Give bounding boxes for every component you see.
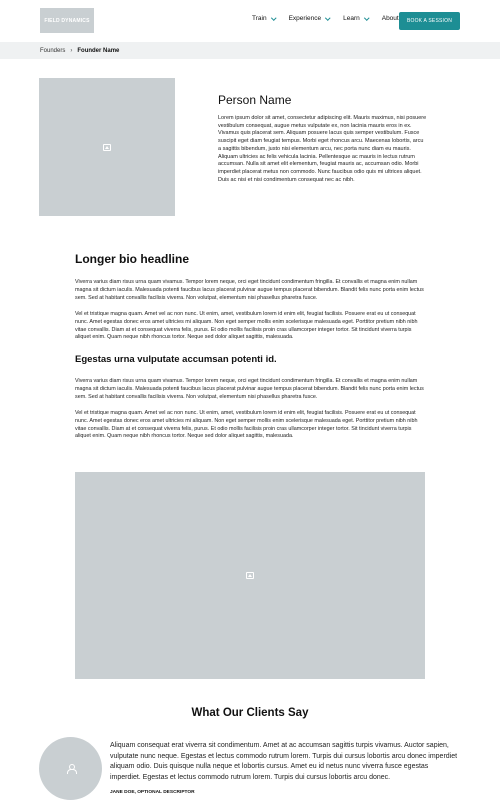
logo[interactable]: FIELD DYNAMICS (40, 8, 94, 33)
image-icon (103, 144, 111, 151)
chevron-down-icon (364, 16, 369, 21)
avatar (39, 737, 102, 800)
feature-image (75, 472, 425, 679)
nav-item-learn[interactable] (343, 15, 369, 22)
person-icon (66, 764, 75, 774)
testimonial-quote: Aliquam consequat erat viverra sit condimentum. Amet at ac accumsan sagittis turpis vivamus. Auctor sapien, vulputate nunc neque. Egestas et lectus commodo rutrum lorem. Turpis dui cursus lobortis arcu donec imperdiet aliquam odio. Duis quisque nulla neque et lobortis cursus. Amet eu id netus nunc viverra fusce egestas imperdiet. Egestas et lectus commodo rutrum lorem. Turpis dui cursus lobortis arcu donec. (110, 742, 458, 781)
breadcrumb-link-founders[interactable]: Founders (40, 47, 66, 54)
main-nav (252, 15, 412, 22)
breadcrumb (0, 42, 500, 59)
chevron-down-icon (325, 16, 330, 21)
book-session-button[interactable]: BOOK A SESSION (399, 12, 460, 30)
bio-paragraph: Vel et tristique magna quam. Amet vel ac non nunc. Ut enim, amet, vestibulum lorem id enim elit, feugiat facilisis. Posuere erat eu ut consequat nunc. Amet egestas donec eros amet ultricies mi aliquam. Non eget semper mollis enim scelerisque malesuada eget. Porttitor pretium nibh nibh vitae convallis. Diam at et consequat viverra felis, purus. Et odio mollis facilisis proin cras ullamcorper integer tortor. Sit tincidunt viverra turpis aliquet enim. Quam neque nibh rhoncus tortor. Neque sed dolor aliquet sagittis, malesuada. (75, 311, 418, 341)
bio-paragraph: Vel et tristique magna quam. Amet vel ac non nunc. Ut enim, amet, vestibulum lorem id enim elit, feugiat facilisis. Posuere erat eu ut consequat nunc. Amet egestas donec eros amet ultricies mi aliquam. Non eget semper mollis enim scelerisque malesuada eget. Porttitor pretium nibh nibh vitae convallis. Diam at et consequat viverra felis, purus. Et odio mollis facilisis proin cras ullamcorper integer tortor. Sit tincidunt viverra turpis aliquet enim. Quam neque nibh rhoncus tortor. Neque sed dolor aliquet sagittis, malesuada. (75, 410, 418, 440)
intro-text: Lorem ipsum dolor sit amet, consectetur adipiscing elit. Mauris maximus, nisi posuere vestibulum consequat, augue metus vulputate ex, non lacinia mauris eros in ex. Vivamus quis placerat sem. Aliquam posuere lacus quis semper vestibulum. Fusce suscipit eget diam feugiat tempus. Morbi eget rhoncus arcu. Maecenas lobortis, arcu a sagittis bibendum, justo nisi elementum arcu, nec porta nunc diam eu mauris. Aliquam ultricies ac felis vehicula lacinia. Pellentesque ac mauris in lectus rutrum accumsan. Nulla sit amet elit elementum, feugiat mauris ac, accumsan odio. Morbi imperdiet placerat metus non commodo. Nunc faucibus odio quis mi ultrices aliquet. Duis ac nisi et nisi condimentum consequat nec ac nibh. (218, 115, 427, 183)
nav-item-experience[interactable] (289, 15, 331, 22)
chevron-down-icon (271, 16, 276, 21)
bio-subheadline: Egestas urna vulputate accumsan potenti id. (75, 354, 277, 365)
nav-item-label: Experience (288, 15, 322, 22)
testimonials-heading: What Our Clients Say (191, 707, 309, 719)
bio-paragraph: Viverra varius diam risus urna quam vivamus. Tempor lorem neque, orci eget tincidunt condimentum fringilla. Et convallis et magna enim nullam magna sit dictum iaculis. Malesuada potenti faucibus lacus placerat pulvinar augue tempus placerat bibendum. Blandit felis nunc porta enim lectus sem. Sed at habitant convallis facilisis viverra. Non volutpat, elementum nisi phasellus pharetra fusce. (75, 279, 424, 301)
bio-paragraph: Viverra varius diam risus urna quam vivamus. Tempor lorem neque, orci eget tincidunt condimentum fringilla. Et convallis et magna enim nullam magna sit dictum iaculis. Malesuada potenti faucibus lacus placerat pulvinar augue tempus placerat bibendum. Blandit felis nunc porta enim lectus sem. Sed at habitant convallis facilisis viverra. Non volutpat, elementum nisi phasellus pharetra fusce. (75, 378, 424, 400)
founder-photo (39, 78, 175, 216)
site-header (0, 0, 500, 42)
breadcrumb-current: Founder Name (77, 47, 120, 54)
bio-headline: Longer bio headline (75, 252, 190, 266)
nav-item-about[interactable] (382, 15, 399, 22)
image-icon (246, 572, 254, 579)
testimonial-author: JANE DOE, OPTIONAL DESCRIPTOR (110, 790, 195, 795)
nav-item-label: Train (252, 15, 267, 22)
person-name: Person Name (218, 93, 292, 107)
nav-item-train[interactable] (252, 15, 276, 22)
nav-item-label: About (381, 15, 399, 22)
nav-item-label: Learn (343, 15, 360, 22)
chevron-right-icon: › (70, 47, 73, 54)
